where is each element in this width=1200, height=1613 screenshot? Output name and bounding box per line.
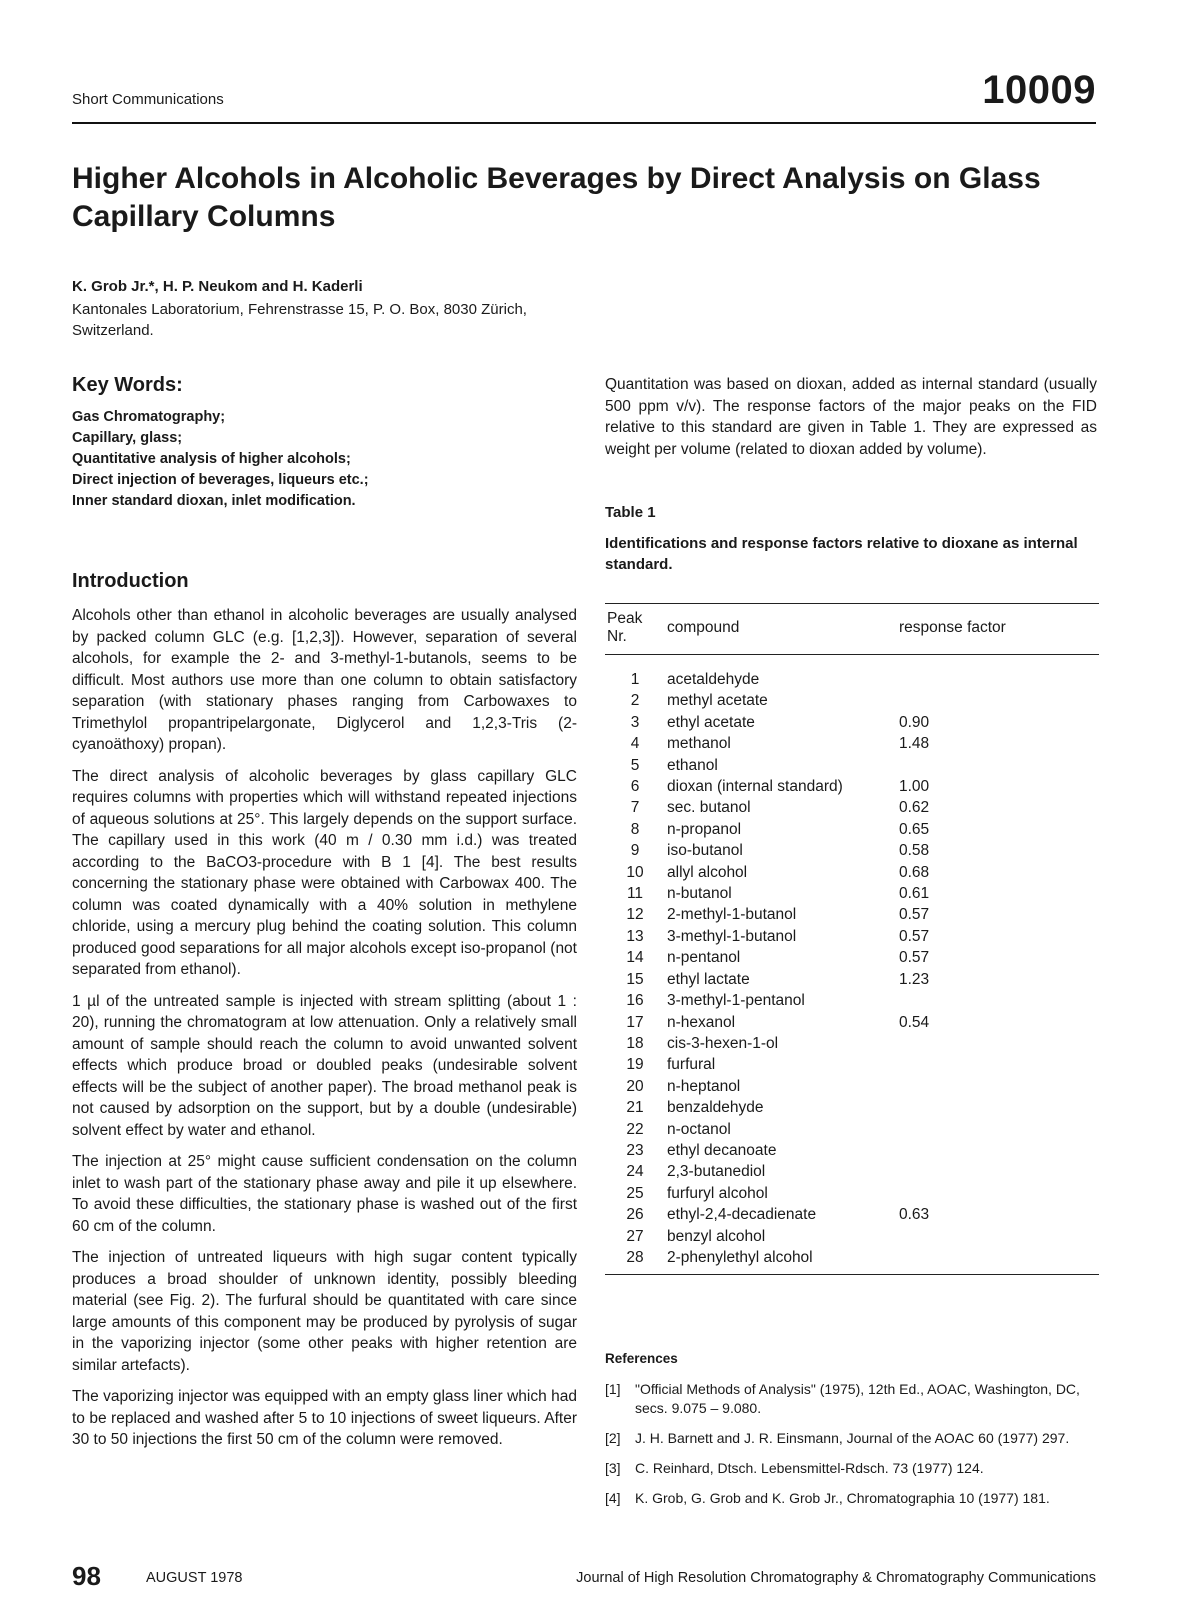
response-factor-cell: 0.65 — [899, 820, 930, 838]
peak-number-cell: 11 — [626, 885, 644, 903]
response-factor-cell — [897, 1033, 1099, 1054]
response-factor-cell — [897, 1247, 1099, 1275]
table-row — [605, 1161, 1099, 1182]
peak-number-cell: 5 — [630, 756, 640, 774]
table-row — [605, 883, 1099, 904]
quantitation-paragraph: Quantitation was based on dioxan, added as internal standard (usually 500 ppm v/v). The response factors of the major peaks on the FID relative to this standard are given in Table 1. They are expressed as weight per volume (related to dioxan added by volume). — [605, 376, 1097, 458]
compound-cell: benzyl alcohol — [667, 1227, 766, 1245]
table-label: Table 1 — [605, 504, 656, 521]
peak-number-cell: 6 — [630, 778, 640, 796]
table-row — [605, 1097, 1099, 1118]
response-factor-cell: 0.58 — [899, 842, 930, 860]
compound-cell: furfural — [667, 1056, 716, 1074]
response-factor-cell — [897, 1054, 1099, 1075]
reference-text: J. H. Barnett and J. R. Einsmann, Journal of the AOAC 60 (1977) 297. — [635, 1430, 1070, 1447]
response-factor-table — [605, 603, 1099, 1275]
reference-item — [605, 1489, 1097, 1508]
response-factor-cell — [897, 1119, 1099, 1140]
peak-number-cell: 25 — [626, 1184, 644, 1202]
compound-cell: n-butanol — [667, 885, 732, 903]
header-peak: Peak Nr. — [605, 604, 665, 655]
compound-cell: 3-methyl-1-butanol — [667, 927, 797, 945]
compound-cell: ethyl acetate — [667, 713, 755, 731]
table-row — [605, 819, 1099, 840]
compound-cell: ethanol — [667, 756, 718, 774]
table-header-row — [605, 604, 1099, 655]
header-compound: compound — [665, 604, 897, 655]
compound-cell: ethyl lactate — [667, 970, 750, 988]
response-factor-cell: 1.48 — [899, 735, 930, 753]
peak-number-cell: 17 — [626, 1013, 644, 1031]
keyword-item: Gas Chromatography; — [72, 409, 226, 425]
reference-number: [3] — [605, 1460, 621, 1477]
compound-cell: n-propanol — [667, 820, 742, 838]
table-row — [605, 862, 1099, 883]
right-column — [605, 374, 1097, 1519]
response-factor-cell — [897, 990, 1099, 1011]
page-number: 98 — [72, 1561, 101, 1591]
peak-number-cell: 8 — [630, 820, 640, 838]
left-column — [72, 374, 577, 1461]
table-row — [605, 655, 1099, 691]
compound-cell: acetaldehyde — [667, 671, 760, 688]
keyword-item: Capillary, glass; — [72, 430, 183, 446]
keywords-list — [72, 407, 577, 512]
peak-number-cell: 9 — [630, 842, 640, 860]
compound-cell: 2,3-butanediol — [667, 1163, 766, 1181]
article-number: 10009 — [982, 68, 1096, 112]
table-row — [605, 1140, 1099, 1161]
table-row — [605, 776, 1099, 797]
peak-number-cell: 28 — [605, 1247, 665, 1275]
response-factor-cell: 0.61 — [899, 885, 930, 903]
response-factor-cell: 0.62 — [899, 799, 930, 817]
compound-cell: methanol — [667, 735, 731, 753]
reference-number: [2] — [605, 1430, 621, 1447]
table-row — [605, 712, 1099, 733]
response-factor-cell: 0.90 — [899, 713, 930, 731]
response-factor-cell: 1.23 — [899, 970, 930, 988]
response-factor-cell: 1.00 — [899, 778, 930, 796]
compound-cell: cis-3-hexen-1-ol — [667, 1034, 779, 1052]
header-response-factor: response factor — [897, 604, 1099, 655]
compound-cell: n-heptanol — [667, 1077, 741, 1095]
table-row — [605, 969, 1099, 990]
table-row — [605, 990, 1099, 1011]
response-factor-cell: 0.57 — [899, 927, 930, 945]
compound-cell: ethyl decanoate — [667, 1141, 777, 1159]
table-row — [605, 1076, 1099, 1097]
compound-cell: furfuryl alcohol — [667, 1184, 768, 1202]
peak-number-cell: 20 — [626, 1077, 644, 1095]
response-factor-cell — [897, 1226, 1099, 1247]
response-factor-cell — [897, 690, 1099, 711]
table-body — [605, 655, 1099, 1275]
response-factor-cell: 0.68 — [899, 863, 930, 881]
issue-date: AUGUST 1978 — [146, 1570, 243, 1586]
compound-cell: n-octanol — [667, 1120, 731, 1138]
table-row — [605, 904, 1099, 925]
peak-number-cell: 4 — [630, 735, 640, 753]
table-row — [605, 926, 1099, 947]
peak-number-cell: 19 — [626, 1056, 644, 1074]
table-row — [605, 840, 1099, 861]
table-row — [605, 733, 1099, 754]
peak-number-cell: 1 — [630, 671, 640, 688]
table-row — [605, 1226, 1099, 1247]
keyword-item: Quantitative analysis of higher alcohols; — [72, 451, 351, 467]
keyword-item: Direct injection of beverages, liqueurs etc.; — [72, 472, 369, 488]
reference-number: [1] — [605, 1381, 621, 1398]
peak-number-cell: 22 — [626, 1120, 644, 1138]
compound-cell: dioxan (internal standard) — [667, 778, 843, 796]
references-heading: References — [605, 1351, 678, 1367]
peak-number-cell: 23 — [626, 1141, 644, 1159]
reference-number: [4] — [605, 1490, 621, 1507]
reference-item — [605, 1380, 1097, 1418]
body-paragraph: The injection at 25° might cause sufficient condensation on the column inlet to wash part of the stationary phase away and pile it up elsewhere. To avoid these difficulties, the stationary phase is washed out of the first 60 cm of the column. — [72, 1153, 577, 1235]
reference-text: "Official Methods of Analysis" (1975), 12th Ed., AOAC, Washington, DC, secs. 9.075 – 9.080. — [635, 1381, 1080, 1417]
peak-number-cell: 27 — [626, 1227, 644, 1245]
keywords-heading: Key Words: — [72, 374, 183, 396]
section-label: Short Communications — [72, 91, 224, 108]
peak-number-cell: 12 — [626, 906, 644, 924]
table-row — [605, 1183, 1099, 1204]
response-factor-cell — [897, 655, 1099, 691]
peak-number-cell: 10 — [626, 863, 644, 881]
response-factor-cell — [897, 1140, 1099, 1161]
compound-cell: n-hexanol — [667, 1013, 736, 1031]
introduction-heading: Introduction — [72, 570, 189, 592]
affiliation: Kantonales Laboratorium, Fehrenstrasse 15, P. O. Box, 8030 Zürich, Switzerland. — [72, 301, 527, 339]
table-row — [605, 1204, 1099, 1225]
reference-text: K. Grob, G. Grob and K. Grob Jr., Chromatographia 10 (1977) 181. — [635, 1490, 1050, 1507]
compound-cell: iso-butanol — [667, 842, 743, 860]
compound-cell: allyl alcohol — [667, 863, 748, 881]
article-title: Higher Alcohols in Alcoholic Beverages by Direct Analysis on Glass Capillary Columns — [72, 162, 1041, 233]
table-row — [605, 797, 1099, 818]
body-paragraph: The injection of untreated liqueurs with high sugar content typically produces a broad shoulder of unknown identity, possibly bleeding material (see Fig. 2). The furfural should be quantitated with care since large amounts of this component may be produced by pyrolysis of sugar in the vaporizing injector (some other peaks with higher retention are similar artefacts). — [72, 1249, 577, 1374]
body-paragraph: Alcohols other than ethanol in alcoholic beverages are usually analysed by packed column GLC (e.g. [1,2,3]). However, separation of several alcohols, for example the 2- and 3-methyl-1-butanols, seems to be difficult. Most authors use more than one column to obtain satisfactory separation (with stationary phases ranging from Carbowaxes to Trimethylol propantripelargonate, Diglycerol and 1,2,3-Tris (2-cyanoäthoxy) propan). — [72, 607, 577, 753]
peak-number-cell: 7 — [630, 799, 640, 817]
table-row — [605, 755, 1099, 776]
peak-number-cell: 18 — [626, 1034, 644, 1052]
response-factor-cell — [897, 1076, 1099, 1097]
response-factor-cell — [897, 1161, 1099, 1182]
reference-text: C. Reinhard, Dtsch. Lebensmittel-Rdsch. 73 (1977) 124. — [635, 1460, 984, 1477]
reference-item — [605, 1459, 1097, 1478]
reference-item — [605, 1429, 1097, 1448]
references-list — [605, 1380, 1097, 1508]
response-factor-cell: 0.57 — [899, 949, 930, 967]
compound-cell: 2-methyl-1-butanol — [667, 906, 797, 924]
peak-number-cell: 2 — [630, 692, 640, 710]
peak-number-cell: 13 — [626, 927, 644, 945]
peak-number-cell: 15 — [626, 970, 644, 988]
response-factor-cell: 0.54 — [899, 1013, 930, 1031]
peak-number-cell: 14 — [626, 949, 644, 967]
body-paragraph: 1 µl of the untreated sample is injected with stream splitting (about 1 : 20), running the chromatogram at low attenuation. Only a relatively small amount of sample should reach the column to avoid unwanted solvent effects which produce broad or doubled peaks (undesirable solvent effects will be the subject of another paper). The broad methanol peak is not caused by adsorption on the support, but by a double (undesirable) solvent effect by water and ethanol. — [72, 992, 577, 1139]
compound-cell: ethyl-2,4-decadienate — [667, 1206, 817, 1224]
table-row — [605, 947, 1099, 968]
keyword-item: Inner standard dioxan, inlet modification. — [72, 493, 356, 509]
body-paragraph: The vaporizing injector was equipped with an empty glass liner which had to be replaced and washed after 5 to 10 injections of sweet liqueurs. After 30 to 50 injections the first 50 cm of the column were removed. — [72, 1388, 577, 1448]
response-factor-cell — [897, 755, 1099, 776]
table-row — [605, 1012, 1099, 1033]
compound-cell: 3-methyl-1-pentanol — [667, 992, 805, 1010]
peak-number-cell: 21 — [626, 1099, 644, 1117]
table-row — [605, 1054, 1099, 1075]
table-row — [605, 690, 1099, 711]
table-row — [605, 1033, 1099, 1054]
compound-cell: benzaldehyde — [667, 1099, 764, 1117]
response-factor-cell — [897, 1183, 1099, 1204]
compound-cell: 2-phenylethyl alcohol — [665, 1247, 897, 1275]
peak-number-cell: 3 — [630, 713, 640, 731]
header-rule — [72, 122, 1096, 124]
journal-name: Journal of High Resolution Chromatography & Chromatography Communications — [576, 1570, 1096, 1586]
table-row — [605, 1119, 1099, 1140]
compound-cell: sec. butanol — [667, 799, 751, 817]
table-caption: Identifications and response factors relative to dioxane as internal standard. — [605, 535, 1078, 573]
authors: K. Grob Jr.*, H. P. Neukom and H. Kaderli — [72, 278, 363, 295]
peak-number-cell: 16 — [626, 992, 644, 1010]
table-row — [605, 1247, 1099, 1275]
compound-cell: methyl acetate — [667, 692, 768, 710]
peak-number-cell: 26 — [626, 1206, 644, 1224]
peak-number-cell: 24 — [626, 1163, 644, 1181]
response-factor-cell — [897, 1097, 1099, 1118]
response-factor-cell: 0.63 — [899, 1206, 930, 1224]
body-paragraph: The direct analysis of alcoholic beverages by glass capillary GLC requires columns with properties which will withstand repeated injections of aqueous solutions at 25°. This largely depends on the support surface. The capillary used in this work (40 m / 0.30 mm i.d.) was treated according to the BaCO3-procedure with B 1 [4]. The best results concerning the stationary phase were obtained with Carbowax 400. The column was coated dynamically with a 40% solution in methylene chloride, using a mercury plug behind the coating solution. This column produced good separations for all major alcohols except iso-propanol (not separated from ethanol). — [72, 767, 577, 978]
response-factor-cell: 0.57 — [899, 906, 930, 924]
compound-cell: n-pentanol — [667, 949, 741, 967]
